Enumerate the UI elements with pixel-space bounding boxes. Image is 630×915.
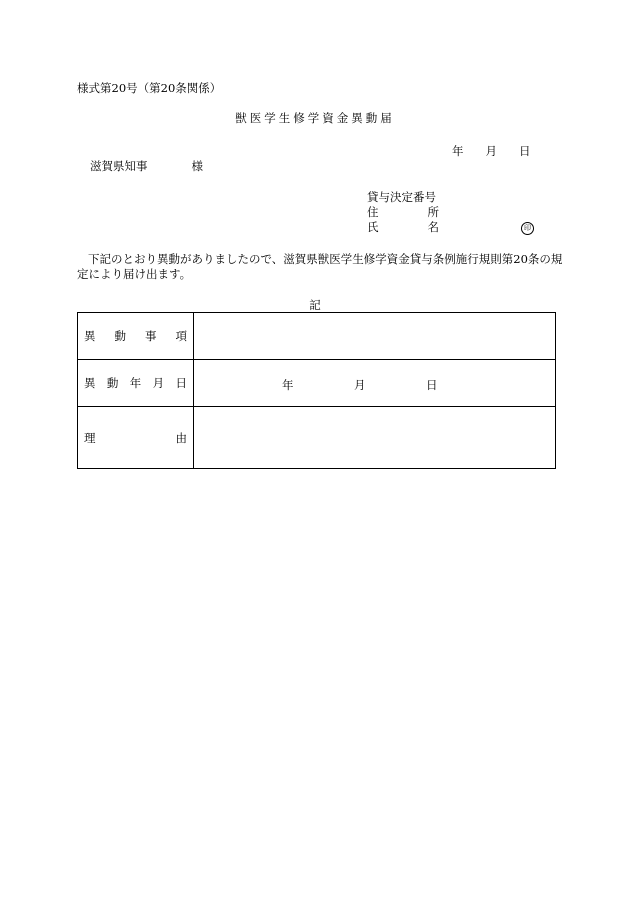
ki-heading: 記 [309,298,321,312]
loan-number-label: 貸与決定番号 [367,190,436,204]
date-day-label: 日 [519,144,531,158]
document-title: 獣医学生修学資金異動届 [235,111,395,125]
address-row [367,207,439,219]
change-item-label: 異動事項 [84,329,187,343]
table-row-change-item [78,313,556,360]
date-month-label: 月 [485,144,497,158]
seal-mark: 印 [521,222,534,235]
addressee-honorific: 様 [191,159,203,173]
change-date-month: 月 [354,378,366,392]
name-label: 氏名 [367,220,439,234]
reason-value-cell[interactable] [194,407,556,469]
loan-number-row [367,192,439,204]
change-details-table [77,312,556,469]
name-row [367,222,439,234]
submission-date-line [452,146,531,158]
notification-statement: 下記のとおり異動がありましたので、滋賀県獣医学生修学資金貸与条例施行規則第20条の規定により届け出ます。 [77,252,563,281]
change-item-label-cell [78,313,194,360]
table-row-reason [78,407,556,469]
addressee-line [90,161,203,173]
address-label: 住所 [367,205,439,219]
reason-label: 理由 [84,430,187,445]
change-date-day: 日 [426,378,438,392]
change-date-label: 異動年月日 [84,376,187,390]
change-date-year: 年 [282,378,294,392]
change-date-value-cell[interactable] [194,360,556,407]
addressee-name: 滋賀県知事 [90,159,148,173]
date-year-label: 年 [452,144,464,158]
form-number: 様式第20号（第20条関係） [77,81,222,95]
table-row-change-date [78,360,556,407]
reason-label-cell [78,407,194,469]
change-date-label-cell [78,360,194,407]
change-item-value-cell[interactable] [194,313,556,360]
